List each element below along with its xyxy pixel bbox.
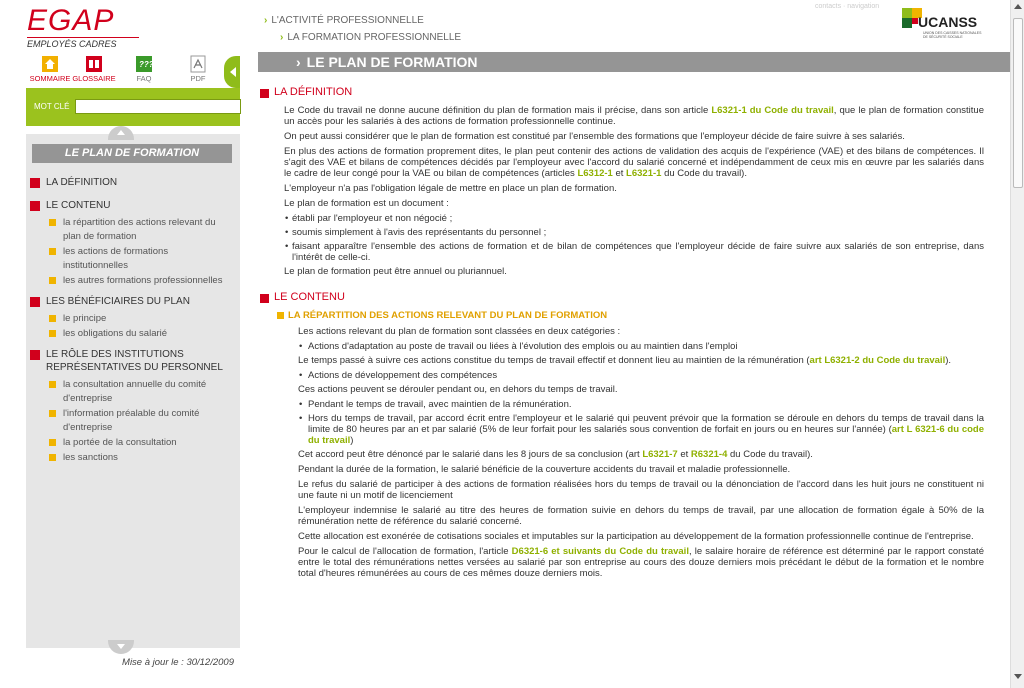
code-travail-link[interactable]: L6321-1 du Code du travail [711,105,834,116]
glossaire-label: GLOSSAIRE [72,74,116,83]
red-square-icon [30,350,40,360]
paragraph: Cette allocation est exonérée de cotisations sociales et imputables sur la participation au développement de la formation professionnelle continue de l'entreprise. [298,531,974,542]
paragraph: Pendant la durée de la formation, le salarié bénéficie de la couverture accidents du travail et maladie professionnelle. [298,464,791,475]
svg-text:???: ??? [139,60,154,69]
yellow-square-icon [49,219,56,226]
nav-item[interactable]: les actions de formations institutionnelles [30,245,234,273]
paragraph: Le plan de formation peut être annuel ou pluriannuel. [284,266,507,277]
search-icon[interactable] [247,100,257,112]
subsection-heading: LA RÉPARTITION DES ACTIONS RELEVANT DU PLAN DE FORMATION [258,310,984,321]
section-heading-contenu: LE CONTENU [258,291,984,303]
nav-item[interactable]: la répartition des actions relevant du plan de formation [30,216,234,244]
ucanss-subtitle: UNION DES CAISSES NATIONALES DE SÉCURITÉ SOCIALE [923,31,982,39]
red-square-icon [30,178,40,188]
yellow-square-icon [49,330,56,337]
nav-scroll-up-button[interactable] [108,126,134,140]
red-square-icon [260,294,269,303]
search-bar [26,88,240,126]
paragraph: Le plan de formation est un document : [284,198,449,209]
scroll-up-icon[interactable] [1014,4,1022,9]
nav-item[interactable]: le principe [30,312,234,326]
paragraph: On peut aussi considérer que le plan de formation est constitué par l'ensemble des formations que l'employeur décide de faire suivre à ses salariés. [284,131,905,142]
top-links[interactable]: contacts · navigation [815,3,880,10]
logo-tagline: EMPLOYÉS CADRES [27,37,139,49]
book-icon [86,56,102,72]
list-item: • Actions d'adaptation au poste de travail ou liées à l'évolution des emplois ou au maintien dans l'emploi [258,341,984,352]
pdf-label: PDF [190,74,206,83]
scroll-down-icon[interactable] [1014,674,1022,679]
paragraph: Cet accord peut être dénoncé par le salarié dans les 8 jours de sa conclusion (art L6321-7 et R6321-4 du Code du travail). [298,449,813,460]
logo-text: EGAP [27,4,115,37]
nav-item[interactable]: la portée de la consultation [30,436,234,450]
list-item: • Actions de développement des compétences [258,370,984,381]
article-link[interactable]: art L 6321-6 du code du travail [308,424,984,446]
scrollbar-thumb[interactable] [1013,18,1023,188]
yellow-square-icon [49,439,56,446]
list-item: • soumis simplement à l'avis des représentants du personnel ; [258,227,984,238]
sommaire-button[interactable] [26,56,74,83]
paragraph: Le temps passé à suivre ces actions constitue du temps de travail effectif et donnent lieu au maintien de la rémunération (art L6321-2 du Code du travail). [298,355,952,366]
yellow-square-icon [277,312,284,319]
faq-button[interactable] [120,56,168,83]
nav-list [30,176,234,466]
nav-item[interactable]: les sanctions [30,451,234,465]
list-item: • faisant apparaître l'ensemble des actions de formation et de bilan de compétences que l'employeur décide de faire suivre aux salariés de son entreprise, dans l'intérêt de celle-ci. [258,241,984,263]
paragraph: L'employeur indemnise le salarié au titre des heures de formation suivie en dehors du temps de travail, par une allocation de formation égale à 50% de la rémunération nette de référence du salarié concerné. [298,505,984,527]
nav-item[interactable]: la consultation annuelle du comité d'entreprise [30,378,234,406]
paragraph: Le Code du travail ne donne aucune définition du plan de formation mais il précise, dans son article L6321-1 du Code du travail, que le plan de formation constitue un accès pour les salariés à des actions de formation professionnelle continue. [284,105,984,127]
section-heading-definition: LA DÉFINITION [258,86,984,98]
ucanss-name: UCANSS [918,14,978,30]
nav-scroll-down-button[interactable] [108,640,134,654]
main-content [258,86,984,688]
article-link[interactable]: L6321-1 [626,168,662,179]
yellow-square-icon [49,410,56,417]
pdf-icon [190,56,206,72]
faq-icon [136,56,152,72]
chevron-right-icon: › [280,32,284,43]
nav-section-role-institutions[interactable]: LE RÔLE DES INSTITUTIONS REPRÉSENTATIVES DU PERSONNEL [30,348,234,374]
breadcrumb-level-1[interactable]: › L'ACTIVITÉ PROFESSIONNELLE [264,15,424,26]
nav-title: LE PLAN DE FORMATION [32,144,232,163]
nav-section-definition[interactable]: LA DÉFINITION [30,176,234,189]
article-link[interactable]: D6321-6 et suivants du Code du travail [511,546,689,557]
article-link[interactable]: L6312-1 [577,168,613,179]
paragraph: En plus des actions de formation proprement dites, le plan peut contenir des actions de validation des acquis de l'expérience (VAE) et des bilans de compétences. Il s'agit des VAE et bilans de compétences décidés par l'employeur avec l'accord du salarié concerné et indépendamment de ceux mis en œuvre par les salariés dans le cadre de leur congé pour la VAE ou bilan de compétences (articles L6312-1 et L6321-1 du Code du travail). [284,146,984,179]
list-item: • Pendant le temps de travail, avec maintien de la rémunération. [258,399,984,410]
search-label: MOT CLÉ [34,102,70,111]
list-item: • établi par l'employeur et non négocié ; [258,213,984,224]
breadcrumb-level-2[interactable]: › LA FORMATION PROFESSIONNELLE [280,32,462,43]
nav-section-contenu[interactable]: LE CONTENU [30,199,234,212]
chevron-left-icon [230,67,236,77]
pdf-button[interactable] [174,56,222,83]
glossaire-button[interactable] [70,56,118,83]
paragraph: Pour le calcul de l'allocation de formation, l'article D6321-6 et suivants du Code du travail, le salaire horaire de référence est déterminé par le rapport constaté entre le total des rémunérations nettes versées au salarié par son entreprise au cours des douze derniers mois précédant le début de la formation et le nombre total d'heures rémunérées au cours de ces mêmes douze derniers mois. [298,546,984,579]
nav-item[interactable]: les obligations du salarié [30,327,234,341]
yellow-square-icon [49,277,56,284]
paragraph: L'employeur n'a pas l'obligation légale de mettre en place un plan de formation. [284,183,617,194]
chevron-right-icon: › [264,15,268,26]
red-square-icon [30,297,40,307]
list-item: • Hors du temps de travail, par accord écrit entre l'employeur et le salarié qui peuvent prévoir que la formation se déroule en dehors du temps de travail dans la limite de 80 heures par an et par salarié (5% de leur forfait pour les salariés sous convention de forfait en jours ou en heures sur l'année) (art L 6321-6 du code du travail) [258,413,984,446]
paragraph: Le refus du salarié de participer à des actions de formation réalisées hors du temps de travail ou la dénonciation de l'accord dans les huit jours ne constituent ni une faute ni un motif de licenciement [298,479,984,501]
red-square-icon [30,201,40,211]
chevron-right-icon: › [296,54,301,70]
red-square-icon [260,89,269,98]
paragraph: Ces actions peuvent se dérouler pendant ou, en dehors du temps de travail. [298,384,618,395]
ucanss-logo[interactable] [898,8,982,38]
last-updated: Mise à jour le : 30/12/2009 [122,657,234,668]
yellow-square-icon [49,454,56,461]
nav-item[interactable]: l'information préalable du comité d'entreprise [30,407,234,435]
left-panel [0,0,240,688]
nav-section-beneficiaires[interactable]: LES BÉNÉFICIAIRES DU PLAN [30,295,234,308]
egap-logo[interactable] [27,6,139,49]
home-icon [42,56,58,72]
faq-label: FAQ [136,74,152,83]
yellow-square-icon [49,248,56,255]
article-link[interactable]: R6321-4 [690,449,728,460]
sommaire-label: SOMMAIRE [29,74,71,83]
nav-item[interactable]: les autres formations professionnelles [30,274,234,288]
toolbar [26,56,240,88]
article-link[interactable]: L6321-7 [642,449,678,460]
yellow-square-icon [49,315,56,322]
paragraph: Les actions relevant du plan de formation sont classées en deux catégories : [298,326,621,337]
page-scrollbar[interactable] [1010,0,1024,688]
page-title: › LE PLAN DE FORMATION [258,52,1014,72]
yellow-square-icon [49,381,56,388]
article-link[interactable]: art L6321-2 du Code du travail [809,355,946,366]
collapse-toolbar-button[interactable] [224,56,240,88]
search-input[interactable] [75,99,241,114]
